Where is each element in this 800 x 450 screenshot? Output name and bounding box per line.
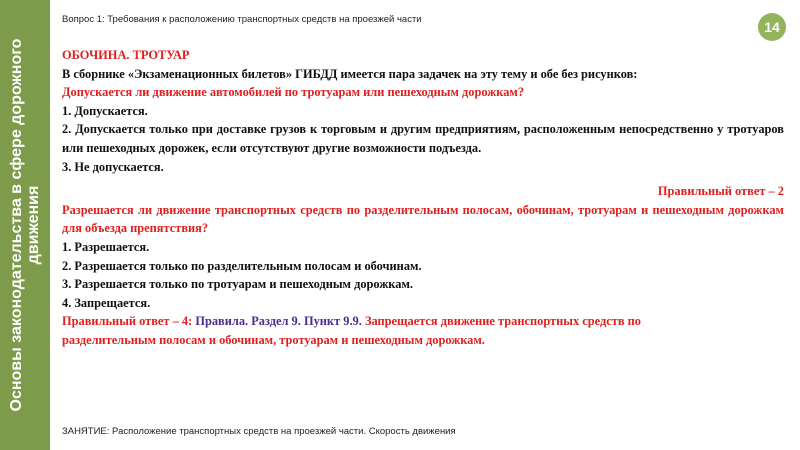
q2-answer [62,312,702,349]
q2-option-3: 3. Разрешается только по тротуарам и пешеходным дорожкам. [62,277,413,292]
q2-answer-text: Запрещается движение транспортных средств по разделительным полосам и обочинам, тротуарам и пешеходным дорожкам. [62,314,641,347]
question-header: Вопрос 1: Требования к расположению транспортных средств на проезжей части [62,14,422,25]
sidebar-title: Основы законодательства в сфере дорожного движения [8,38,42,412]
q2-option-1: 1. Разрешается. [62,239,150,254]
q1-option-3: 3. Не допускается. [62,159,164,174]
q2-answer-rule: Правила. Раздел 9. Пункт 9.9. [195,314,362,329]
sidebar [0,0,50,450]
q2-option-2: 2. Разрешается только по разделительным полосам и обочинам. [62,258,422,273]
main-content [62,46,784,350]
section-heading: ОБОЧИНА. ТРОТУАР [62,48,190,62]
q2-answer-prefix: Правильный ответ – 4: [62,314,196,329]
q1-answer: Правильный ответ – 2 [657,184,784,199]
intro-text: В сборнике «Экзаменационных билетов» ГИБДД имеется пара задачек на эту тему и обе без рисунков: [62,66,638,81]
page-number-badge: 14 [758,13,786,41]
question-2: Разрешается ли движение транспортных средств по разделительным полосам, обочинам, тротуарам и пешеходным дорожкам для объезда препятствия? [62,202,784,236]
question-1: Допускается ли движение автомобилей по тротуарам или пешеходным дорожкам? [62,85,525,100]
lesson-footer: ЗАНЯТИЕ: Расположение транспортных средств на проезжей части. Скорость движения [62,426,456,437]
q1-option-2: 2. Допускается только при доставке грузов к торговым и другим предприятиям, расположенным непосредственно у тротуаров или пешеходных дорожек, если отсутствуют другие возможности подъезда. [62,122,784,155]
q2-option-4: 4. Запрещается. [62,295,151,310]
q1-option-1: 1. Допускается. [62,103,148,118]
